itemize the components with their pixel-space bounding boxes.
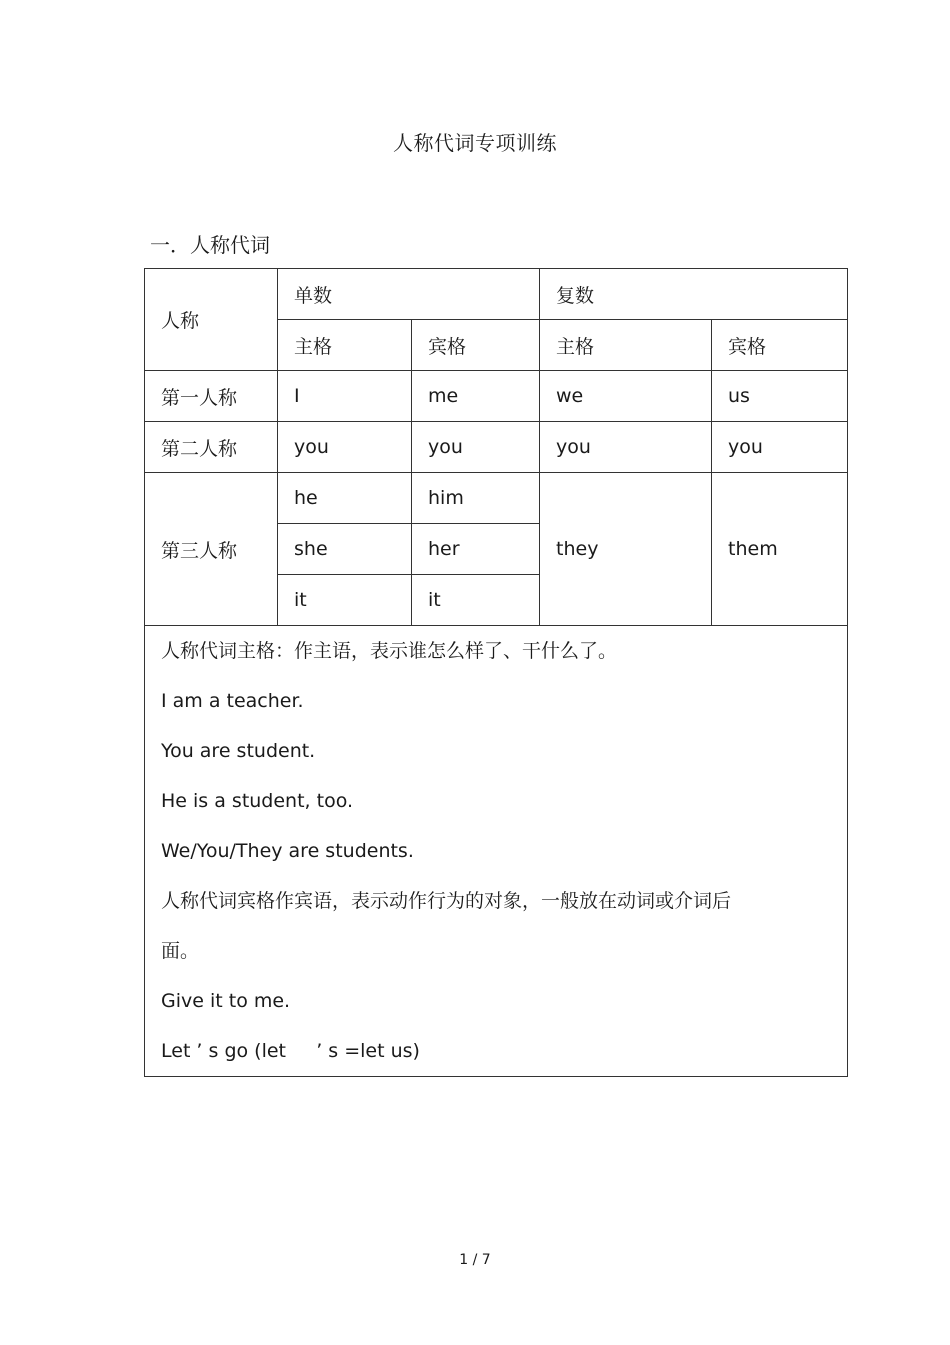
page-title: 人称代词专项训练	[393, 131, 557, 155]
header-person: 人称	[145, 269, 278, 371]
note-line: 人称代词主格：作主语，表示谁怎么样了、干什么了。	[161, 640, 618, 662]
cell-sg-object: you	[412, 422, 540, 473]
table-row	[145, 422, 848, 473]
cell-sg-subject: she	[278, 524, 412, 575]
note-line: I am a teacher.	[161, 690, 304, 712]
row-person: 第三人称	[145, 473, 278, 626]
header-singular-object: 宾格	[412, 320, 540, 371]
notes-row	[145, 626, 848, 1077]
cell-pl-object: them	[712, 473, 848, 626]
notes-cell	[145, 626, 848, 1077]
table-header-row	[145, 269, 848, 320]
row-person: 第二人称	[145, 422, 278, 473]
cell-pl-object: you	[712, 422, 848, 473]
note-line: He is a student, too.	[161, 790, 354, 812]
cell-pl-subject: we	[540, 371, 712, 422]
note-line: We/You/They are students.	[161, 840, 414, 862]
pronoun-table	[144, 268, 848, 1077]
page-number: 1 / 7	[459, 1252, 491, 1268]
cell-sg-subject: he	[278, 473, 412, 524]
cell-sg-object: me	[412, 371, 540, 422]
note-line: 人称代词宾格作宾语，表示动作行为的对象，一般放在动词或介词后	[161, 890, 732, 912]
cell-sg-subject: you	[278, 422, 412, 473]
header-plural-subject: 主格	[540, 320, 712, 371]
note-line: You are student.	[161, 740, 316, 762]
header-singular: 单数	[278, 269, 540, 320]
note-line: Give it to me.	[161, 990, 291, 1012]
cell-sg-object: it	[412, 575, 540, 626]
note-line: Let ’ s go (let ’ s =let us)	[161, 1040, 420, 1062]
header-singular-subject: 主格	[278, 320, 412, 371]
section-heading: 一．人称代词	[150, 233, 270, 257]
cell-pl-object: us	[712, 371, 848, 422]
header-plural: 复数	[540, 269, 848, 320]
cell-pl-subject: you	[540, 422, 712, 473]
cell-sg-object: him	[412, 473, 540, 524]
row-person: 第一人称	[145, 371, 278, 422]
table-row	[145, 371, 848, 422]
cell-sg-subject: it	[278, 575, 412, 626]
cell-sg-object: her	[412, 524, 540, 575]
note-line: 面。	[161, 940, 200, 962]
table-row	[145, 473, 848, 524]
cell-pl-subject: they	[540, 473, 712, 626]
header-plural-object: 宾格	[712, 320, 848, 371]
cell-sg-subject: I	[278, 371, 412, 422]
